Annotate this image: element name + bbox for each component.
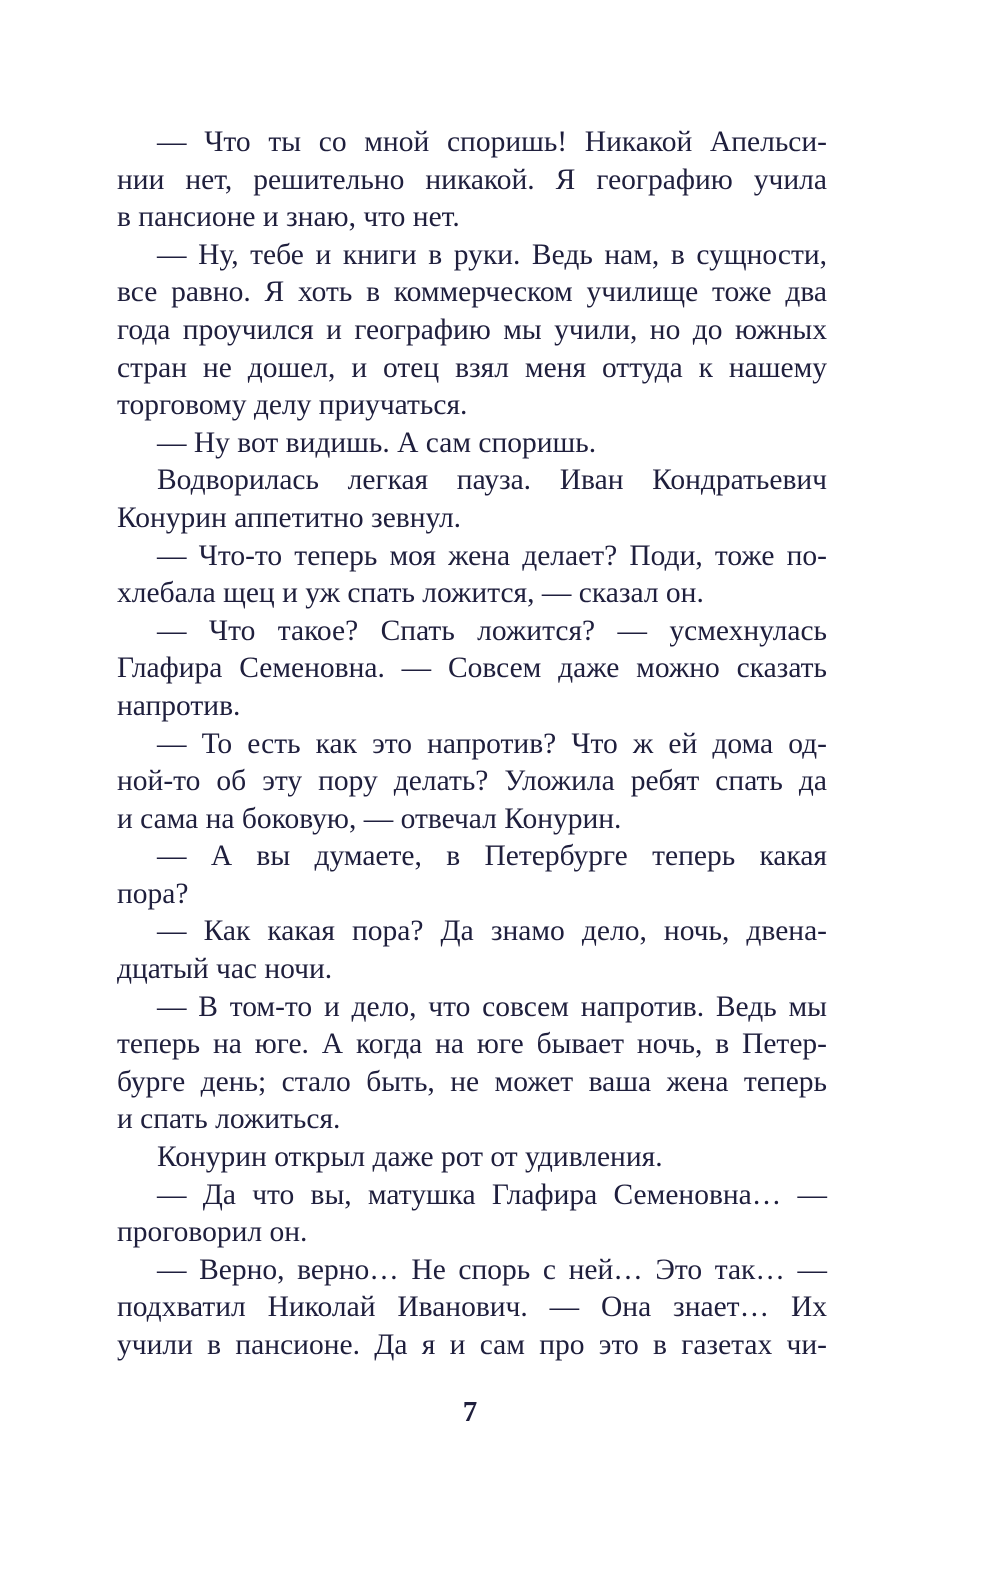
text-line: — А вы думаете, в Петербурге теперь какая xyxy=(157,840,827,873)
text-line: учили в пансионе. Да я и сам про это в газетах чи- xyxy=(117,1329,827,1361)
text-line: бурге день; стало быть, не может ваша жена теперь xyxy=(117,1065,827,1098)
paragraph xyxy=(117,237,827,425)
text-line: — Что такое? Спать ложится? — усмехнулась xyxy=(157,614,827,647)
text-line: стран не дошел, и отец взял меня оттуда к нашему xyxy=(117,351,827,384)
text-line: года проучился и географию мы учили, но до южных xyxy=(117,313,827,346)
text-line: Конурин аппетитно зевнул. xyxy=(117,501,462,534)
text-line: проговорил он. xyxy=(117,1216,308,1249)
text-line: теперь на юге. А когда на юге бывает ночь, в Петер- xyxy=(117,1028,827,1061)
paragraph xyxy=(117,838,827,913)
text-line: — Что ты со мной споришь! Никакой Апельси- xyxy=(157,126,827,158)
paragraph xyxy=(117,613,827,726)
text-line: — Верно, верно… Не спорь с ней… Это так… — xyxy=(157,1253,827,1286)
text-line: в пансионе и знаю, что нет. xyxy=(117,201,460,234)
text-line: хлебала щец и уж спать ложится, — сказал он. xyxy=(117,577,704,610)
text-line: — Что-то теперь моя жена делает? Поди, тоже по- xyxy=(157,539,827,572)
paragraph xyxy=(117,1139,827,1177)
paragraph xyxy=(117,462,827,537)
text-line: подхватил Николай Иванович. — Она знает… Их xyxy=(117,1291,827,1324)
text-line: Конурин открыл даже рот от удивления. xyxy=(157,1141,663,1174)
text-line: и сама на боковую, — отвечал Конурин. xyxy=(117,802,622,835)
paragraph xyxy=(117,913,827,988)
paragraph xyxy=(117,425,827,463)
paragraph xyxy=(117,989,827,1139)
text-line: — Как какая пора? Да знамо дело, ночь, двена- xyxy=(157,915,827,948)
page-body-text xyxy=(117,124,827,1365)
paragraph xyxy=(117,1252,827,1365)
text-line: Водворилась легкая пауза. Иван Кондратьевич xyxy=(157,464,827,497)
text-line: — Ну вот видишь. А сам споришь. xyxy=(157,426,597,459)
text-line: Глафира Семеновна. — Совсем даже можно сказать xyxy=(117,652,827,685)
paragraph xyxy=(117,538,827,613)
paragraph xyxy=(117,124,827,237)
text-line: напротив. xyxy=(117,689,241,722)
text-line: — Да что вы, матушка Глафира Семеновна… — xyxy=(157,1178,827,1211)
paragraph xyxy=(117,1177,827,1252)
paragraph xyxy=(117,726,827,839)
text-line: — В том-то и дело, что совсем напротив. Ведь мы xyxy=(157,990,827,1023)
text-line: пора? xyxy=(117,877,189,910)
text-line: — Ну, тебе и книги в руки. Ведь нам, в сущности, xyxy=(157,238,827,271)
text-line: — То есть как это напротив? Что ж ей дома од- xyxy=(157,727,827,760)
page-number: 7 xyxy=(462,1396,478,1428)
text-line: ной-то об эту пору делать? Уложила ребят спать да xyxy=(117,765,827,798)
text-line: торговому делу приучаться. xyxy=(117,389,468,422)
text-line: нии нет, решительно никакой. Я географию учила xyxy=(117,163,827,196)
text-line: дцатый час ночи. xyxy=(117,953,333,986)
text-line: и спать ложиться. xyxy=(117,1103,341,1136)
text-line: все равно. Я хоть в коммерческом училище тоже два xyxy=(117,276,827,309)
